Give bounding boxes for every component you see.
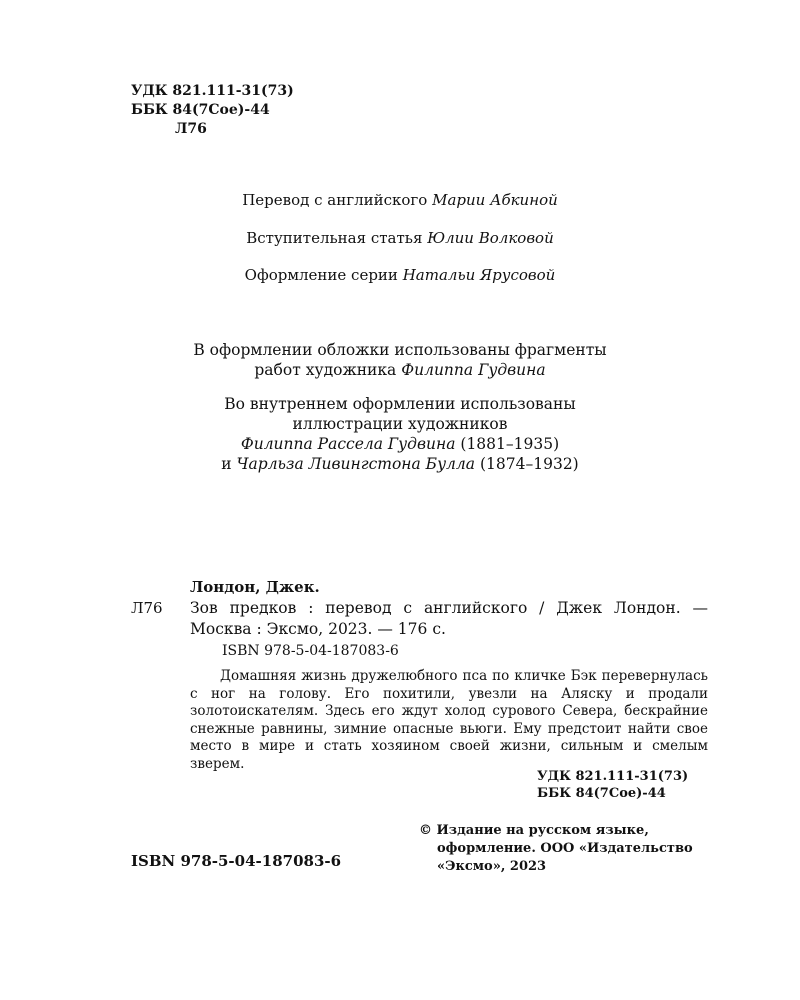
catalog-bibliographic-entry: Зов предков : перевод с английского / Джек Лондон. — Москва : Эксмо, 2023. — 176 с. <box>190 599 708 638</box>
catalog-author: Лондон, Джек. <box>190 578 320 596</box>
isbn-bottom: ISBN 978-5-04-187083-6 <box>131 852 342 870</box>
copyright-line2: оформление. ООО «Издательство <box>437 841 693 856</box>
catalog-isbn: ISBN 978-5-04-187083-6 <box>222 643 399 659</box>
artist2-name: Чарльза Ливингстона Булла <box>236 455 476 473</box>
catalog-annotation: Домашняя жизнь дружелюбного пса по кличке Бэк перевернулась с ног на голову. Его похитили, увезли на Аляску и продали золотоискателям. Здесь его ждут холод сурового Севера, бескрайние снежные равнины, зимние опасные вьюги. Ему предстоит найти свое место в мире и стать хозяином своей жизни, сильным и смелым зверем. <box>190 668 708 772</box>
artist-conjunction: и <box>221 455 232 473</box>
translation-label: Перевод с английского <box>242 191 428 209</box>
artist1-years: (1881–1935) <box>460 435 560 453</box>
intro-credit <box>0 229 800 247</box>
interior-note-line1: Во внутреннем оформлении использованы <box>224 395 576 413</box>
catalog-classification <box>537 768 688 802</box>
copyright-line3: «Эксмо», 2023 <box>437 859 547 874</box>
artist2-years: (1874–1932) <box>479 455 579 473</box>
cover-note-prefix: работ художника <box>254 361 397 379</box>
catalog-author-sign: Л76 <box>131 599 163 617</box>
translation-credit <box>0 191 800 209</box>
cover-note-line1: В оформлении обложки использованы фрагменты <box>193 341 607 359</box>
catalog-udk: УДК 821.111-31(73) <box>537 769 689 784</box>
catalog-bbk: ББК 84(7Сое)-44 <box>537 786 666 801</box>
udk-block <box>131 82 294 139</box>
interior-note-line2: иллюстрации художников <box>292 415 508 433</box>
copyright-line1: © Издание на русском языке, <box>419 823 649 838</box>
interior-note <box>0 394 800 474</box>
cover-artist-name: Филиппа Гудвина <box>401 361 546 379</box>
cover-note <box>0 340 800 380</box>
copyright-notice <box>419 822 719 876</box>
design-label: Оформление серии <box>244 266 398 284</box>
interior-artist2 <box>0 454 800 474</box>
cover-note-line2 <box>0 360 800 380</box>
bbk-code: ББК 84(7Сое)-44 <box>131 102 270 118</box>
designer-name: Натальи Ярусовой <box>402 266 556 284</box>
translator-name: Марии Абкиной <box>432 191 558 209</box>
design-credit <box>0 266 800 284</box>
author-sign: Л76 <box>175 121 207 137</box>
intro-label: Вступительная статья <box>246 229 423 247</box>
interior-artist1 <box>0 434 800 454</box>
udk-code: УДК 821.111-31(73) <box>131 83 294 99</box>
artist1-name: Филиппа Расселa Гудвина <box>240 435 456 453</box>
intro-author-name: Юлии Волковой <box>427 229 554 247</box>
